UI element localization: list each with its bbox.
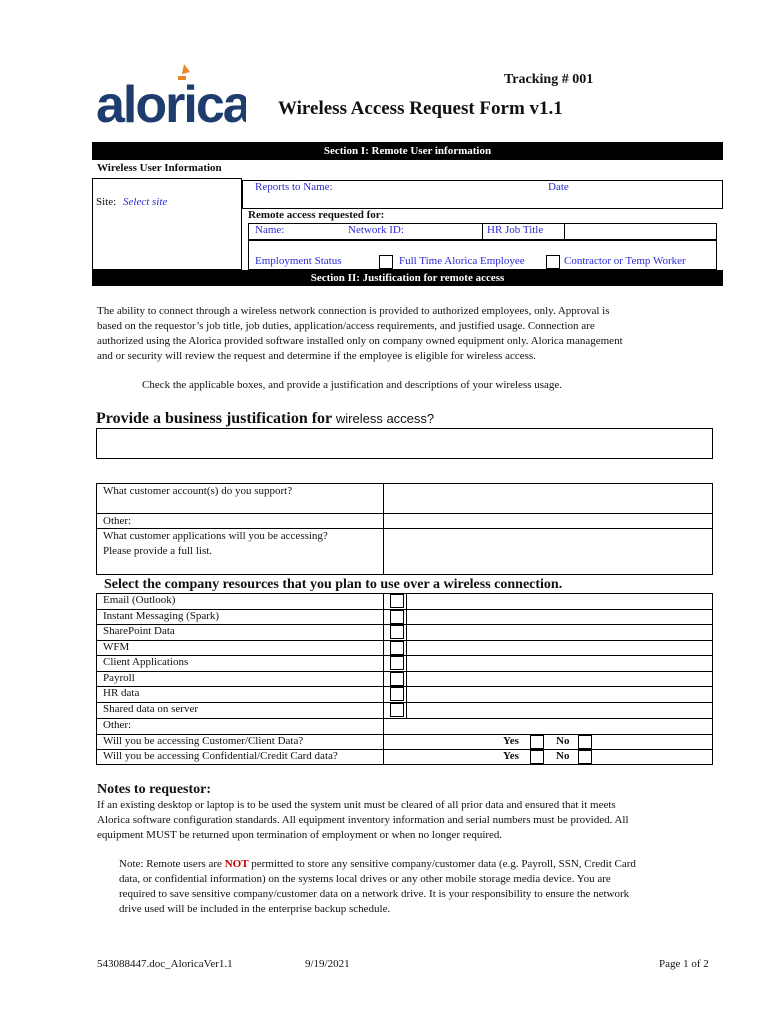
cc-data-no-label: No [556, 750, 570, 762]
remote-access-label: Remote access requested for: [248, 209, 385, 221]
tracking-number: Tracking # 001 [504, 72, 594, 87]
hr-data-checkbox[interactable] [390, 687, 404, 701]
alorica-logo [96, 60, 246, 128]
customer-apps-question: What customer applications will you be accessing? [103, 530, 328, 542]
date-field[interactable]: Date [548, 181, 569, 193]
notes-paragraph: If an existing desktop or laptop is to be used the system unit must be cleared of all prior data and ensured that it meets Alorica software configuration standards. All equipment inventory information and serial numbers must be provided. All equipment MUST be returned upon termination of employment or when no longer required. [97, 799, 629, 841]
shared-data-checkbox[interactable] [390, 703, 404, 717]
customer-data-yes-checkbox[interactable] [530, 735, 544, 749]
form-title: Wireless Access Request Form v1.1 [278, 98, 563, 119]
footer-page: Page 1 of 2 [659, 958, 709, 970]
customer-data-no-checkbox[interactable] [578, 735, 592, 749]
customer-data-no-label: No [556, 735, 570, 747]
footer-date: 9/19/2021 [305, 958, 350, 970]
im-checkbox[interactable] [390, 610, 404, 624]
resource-email: Email (Outlook) [103, 594, 176, 606]
site-label: Site: [96, 196, 117, 208]
resource-shared-data: Shared data on server [103, 703, 198, 715]
resource-client-apps: Client Applications [103, 656, 189, 668]
section2-bar: Section II: Justification for remote access [92, 270, 723, 286]
cc-data-no-checkbox[interactable] [578, 750, 592, 764]
hr-job-title-field[interactable]: HR Job Title [487, 224, 544, 236]
customer-data-question: Will you be accessing Customer/Client Data? [103, 735, 304, 747]
cc-data-yes-checkbox[interactable] [530, 750, 544, 764]
resource-hr-data: HR data [103, 687, 140, 699]
wfm-checkbox[interactable] [390, 641, 404, 655]
full-time-label: Full Time Alorica Employee [399, 255, 525, 267]
contractor-label: Contractor or Temp Worker [564, 255, 686, 267]
notes-heading: Notes to requestor: [97, 782, 212, 797]
customer-accounts-question: What customer account(s) do you support? [103, 485, 293, 497]
resources-heading: Select the company resources that you plan to use over a wireless connection. [104, 577, 563, 592]
reports-to-field[interactable]: Reports to Name: [255, 181, 333, 193]
customer-accounts-input[interactable] [384, 484, 712, 513]
cc-data-question: Will you be accessing Confidential/Credit Card data? [103, 750, 338, 762]
site-select[interactable]: Select site [123, 196, 168, 208]
resource-im: Instant Messaging (Spark) [103, 610, 220, 622]
resource-wfm: WFM [103, 641, 130, 653]
client-apps-checkbox[interactable] [390, 656, 404, 670]
employment-status-label: Employment Status [255, 255, 342, 267]
sharepoint-checkbox[interactable] [390, 625, 404, 639]
payroll-checkbox[interactable] [390, 672, 404, 686]
name-field[interactable]: Name: [255, 224, 285, 236]
justification-input[interactable] [96, 428, 713, 459]
section1-bar: Section I: Remote User information [92, 142, 723, 160]
email-checkbox[interactable] [390, 594, 404, 608]
customer-data-yes-label: Yes [503, 735, 519, 747]
customer-apps-note: Please provide a full list. [103, 545, 213, 557]
wireless-user-info-label: Wireless User Information [97, 162, 222, 174]
site-cell [92, 178, 242, 270]
footer-doc-name: 543088447.doc_AloricaVer1.1 [97, 958, 233, 970]
contractor-checkbox[interactable] [546, 255, 560, 269]
resource-other: Other: [103, 719, 132, 731]
logo-text: alorica [96, 76, 246, 128]
resource-sharepoint: SharePoint Data [103, 625, 175, 637]
network-id-field[interactable]: Network ID: [348, 224, 404, 236]
intro-paragraph: The ability to connect through a wireless network connection is provided to authorized employees, only. Approval is based on the requestor’s job title, job duties, application/access requirements, and justified usage. Connection are authorized using the Alorica provided software installed only on company owned equipment only. Alorica management and or security will review the request and determine if the employee is eligible for wireless access. [97, 305, 623, 362]
customer-apps-input[interactable] [384, 529, 712, 574]
cc-data-yes-label: Yes [503, 750, 519, 762]
resource-payroll: Payroll [103, 672, 135, 684]
full-time-checkbox[interactable] [379, 255, 393, 269]
check-instruction: Check the applicable boxes, and provide a justification and descriptions of your wireless usage. [142, 379, 563, 391]
other-label: Other: [103, 515, 132, 527]
remote-users-note: Note: Remote users are NOT permitted to store any sensitive company/customer data (e.g. Payroll, SSN, Credit Card data, or confidential information) on the systems local drives or any other mobile storage media device. You are required to save sensitive company/customer data on a network drive. It is your responsibility to ensure the network drive used will be included in the enterprise backup schedule. [119, 858, 636, 915]
justification-heading: Provide a business justification for wireless access? [96, 410, 435, 427]
